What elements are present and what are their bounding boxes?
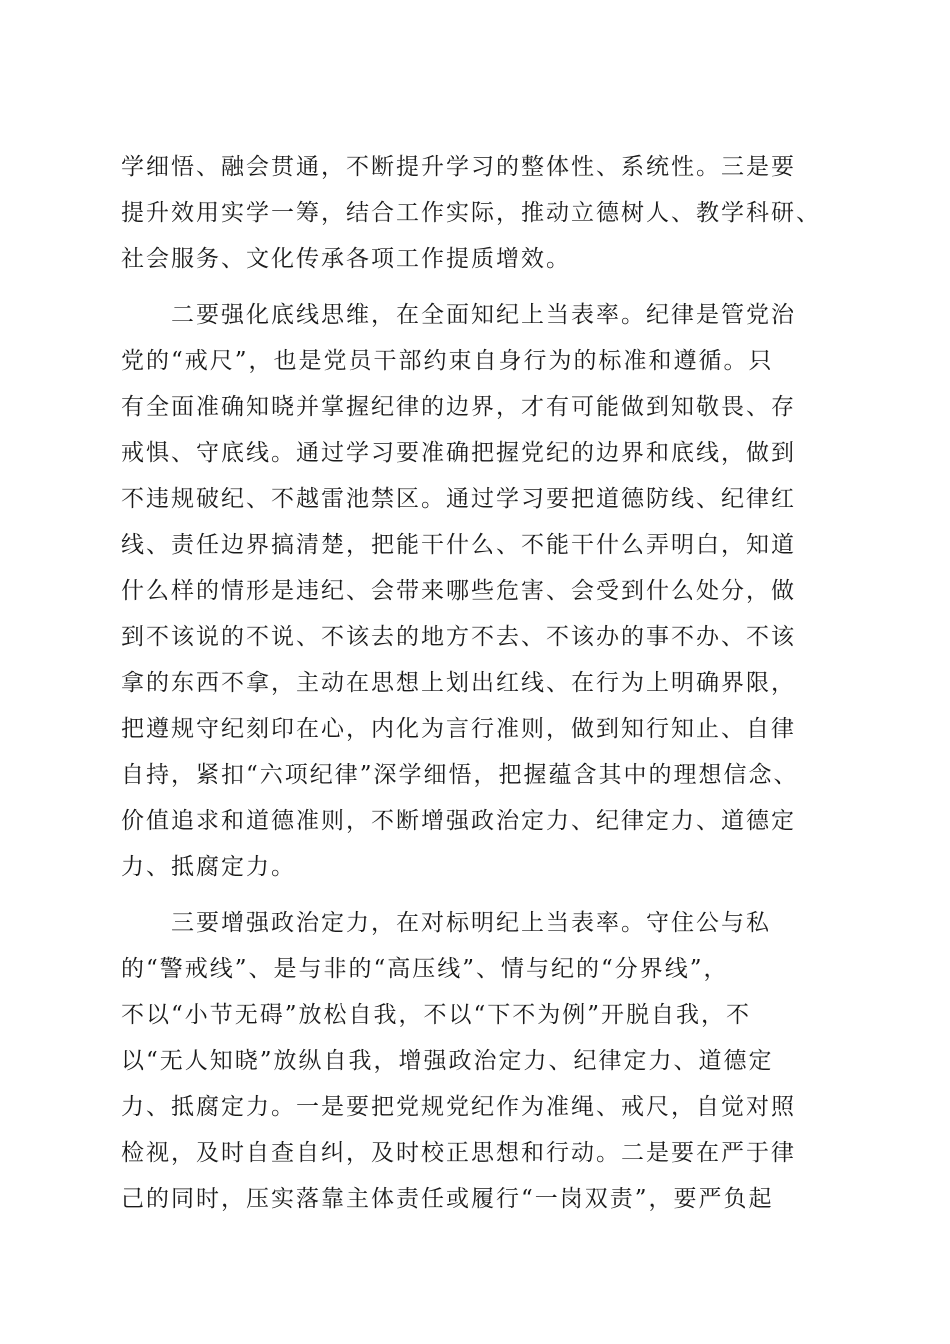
text-line: 戒惧、守底线。通过学习要准确把握党纪的边界和底线，做到 xyxy=(121,440,796,466)
text-line: 己的同时，压实落靠主体责任或履行“一岗双责”，要严负起 xyxy=(121,1186,774,1212)
text-line: 力、抵腐定力。 xyxy=(121,854,296,880)
text-line: 有全面准确知晓并掌握纪律的边界，才有可能做到知敬畏、存 xyxy=(121,394,796,420)
text-line: 自持，紧扣“六项纪律”深学细悟，把握蕴含其中的理想信念、 xyxy=(121,762,799,788)
paragraph-gap xyxy=(121,890,831,900)
text-line: 不违规破纪、不越雷池禁区。通过学习要把道德防线、纪律红 xyxy=(121,486,796,512)
text-line: 提升效用实学一筹，结合工作实际，推动立德树人、教学科研、 xyxy=(121,200,821,226)
text-line: 以“无人知晓”放纵自我，增强政治定力、纪律定力、道德定 xyxy=(121,1048,774,1074)
text-line: 力、抵腐定力。一是要把党规党纪作为准绳、戒尺，自觉对照 xyxy=(121,1094,796,1120)
text-line: 二要强化底线思维，在全面知纪上当表率。纪律是管党治 xyxy=(121,302,796,328)
text-line: 拿的东西不拿，主动在思想上划出红线、在行为上明确界限， xyxy=(121,670,796,696)
text-line: 线、责任边界搞清楚，把能干什么、不能干什么弄明白，知道 xyxy=(121,532,796,558)
text-line: 三要增强政治定力，在对标明纪上当表率。守住公与私 xyxy=(121,910,771,936)
text-line: 学细悟、融会贯通，不断提升学习的整体性、系统性。三是要 xyxy=(121,154,796,180)
text-line: 社会服务、文化传承各项工作提质增效。 xyxy=(121,246,571,272)
text-line: 到不该说的不说、不该去的地方不去、不该办的事不办、不该 xyxy=(121,624,796,650)
text-line: 检视，及时自查自纠，及时校正思想和行动。二是要在严于律 xyxy=(121,1140,796,1166)
text-line: 党的“戒尺”，也是党员干部约束自身行为的标准和遵循。只 xyxy=(121,348,774,374)
body-text xyxy=(121,144,831,1222)
text-line: 不以“小节无碍”放松自我，不以“下不为例”开脱自我，不 xyxy=(121,1002,752,1028)
text-line: 什么样的情形是违纪、会带来哪些危害、会受到什么处分，做 xyxy=(121,578,796,604)
paragraph-gap xyxy=(121,282,831,292)
text-line: 把遵规守纪刻印在心，内化为言行准则，做到知行知止、自律 xyxy=(121,716,796,742)
text-line: 的“警戒线”、是与非的“高压线”、情与纪的“分界线”， xyxy=(121,956,729,982)
text-line: 价值追求和道德准则，不断增强政治定力、纪律定力、道德定 xyxy=(121,808,796,834)
